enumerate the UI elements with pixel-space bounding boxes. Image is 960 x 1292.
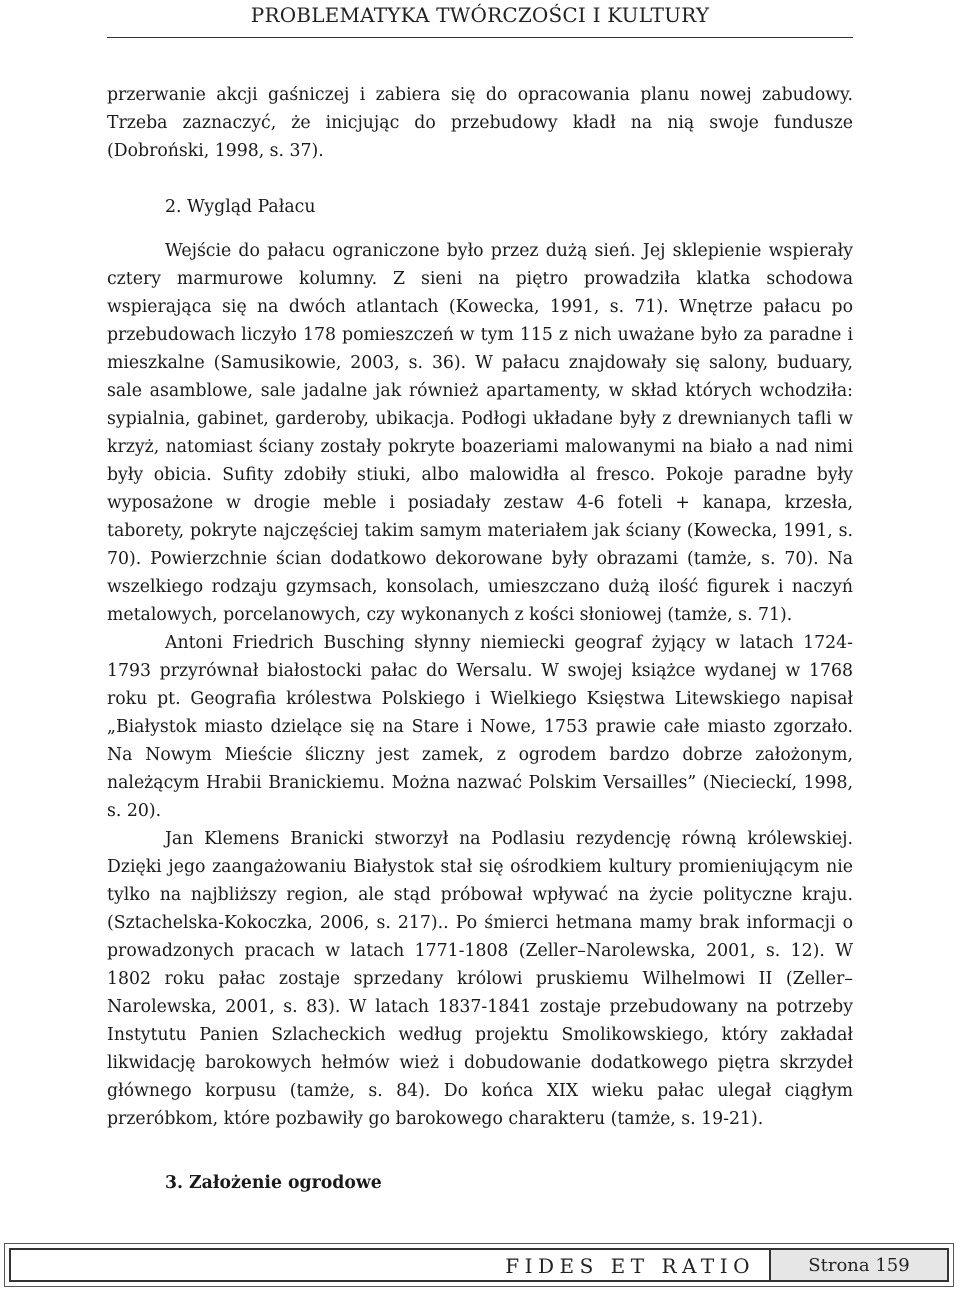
header-rule <box>107 37 853 38</box>
page-body <box>107 81 853 1197</box>
paragraph-busching: Antoni Friedrich Busching słynny niemiecki geograf żyjący w latach 1724-1793 przyrównał białostocki pałac do Wersalu. W swojej książce wydanej w 1768 roku pt. Geografia królestwa Polskiego i Wielkiego Księstwa Litewskiego napisał „Białystok miasto dzielące się na Stare i Nowe, 1753 prawie całe miasto zgorzało. Na Nowym Mieście śliczny jest zamek, z ogrodem bardzo dobrze założonym, należącym Hrabii Branickiemu. Można nazwać Polskim Versailles” (Niecieckí, 1998, s. 20). <box>107 633 853 821</box>
page-footer <box>4 1243 954 1287</box>
section-heading-zalozenie: 3. Założenie ogrodowe <box>165 1173 382 1193</box>
section-heading-wyglad: 2. Wygląd Pałacu <box>165 197 316 217</box>
footer-frame <box>9 1248 949 1282</box>
paragraph-wyglad: Wejście do pałacu ograniczone było przez dużą sień. Jej sklepienie wspierały cztery marmurowe kolumny. Z sieni na piętro prowadziła klatka schodowa wspierająca się na dwóch atlantach (Kowecka, 1991, s. 71). Wnętrze pałacu po przebudowach liczyło 178 pomieszczeń w tym 115 z nich uważane było za paradne i mieszkalne (Samusikowie, 2003, s. 36). W pałacu znajdowały się salony, buduary, sale asamblowe, sale jadalne jak również apartamenty, w skład których wchodziła: sypialnia, gabinet, garderoby, ubikacja. Podłogi układane były z drewnianych tafli w krzyż, natomiast ściany zostały pokryte boazeriami malowanymi na biało a nad nimi były obicia. Sufity zdobiły stiuki, albo malowidła al fresco. Pokoje paradne były wyposażone w drogie meble i posiadały zestaw 4-6 foteli + kanapa, krzesła, taborety, pokryte najczęściej takim samym materiałem jak ściany (Kowecka, 1991, s. 70). Powierzchnie ścian dodatkowo dekorowane były obrazami (tamże, s. 70). Na wszelkiego rodzaju gzymsach, konsolach, umieszczano dużą ilość figurek i naczyń metalowych, porcelanowych, czy wykonanych z kości słoniowej (tamże, s. 71). <box>107 241 853 625</box>
running-header: PROBLEMATYKA TWÓRCZOŚCI I KULTURY <box>250 3 710 27</box>
paragraph-branicki: Jan Klemens Branicki stworzył na Podlasiu rezydencję równą królewskiej. Dzięki jego zaangażowaniu Białystok stał się ośrodkiem kultury promieniującym nie tylko na najbliższy region, ale stąd próbował wpływać na życie polityczne kraju. (Sztachelska-Kokoczka, 2006, s. 217).. Po śmierci hetmana mamy brak informacji o prowadzonych pracach w latach 1771-1808 (Zeller–Narolewska, 2001, s. 12). W 1802 roku pałac zostaje sprzedany królowi pruskiemu Wilhelmowi II (Zeller–Narolewska, 2001, s. 83). W latach 1837-1841 zostaje przebudowany na potrzeby Instytutu Panien Szlacheckich według projektu Smolikowskiego, który zakładał likwidację barokowych hełmów wież i dobudowanie dodatkowego piętra skrzydeł głównego korpusu (tamże, s. 84). Do końca XIX wieku pałac ulegał ciągłym przeróbkom, które pozbawiły go barokowego charakteru (tamże, s. 19-21). <box>107 829 853 1129</box>
paragraph-intro: przerwanie akcji gaśniczej i zabiera się do opracowania planu nowej zabudowy. Trzeba zaznaczyć, że inicjując do przebudowy kładł na nią swoje fundusze (Dobroński, 1998, s. 37). <box>107 85 853 161</box>
footer-motto: FIDES ET RATIO <box>505 1254 755 1278</box>
page-number: Strona 159 <box>769 1250 947 1280</box>
